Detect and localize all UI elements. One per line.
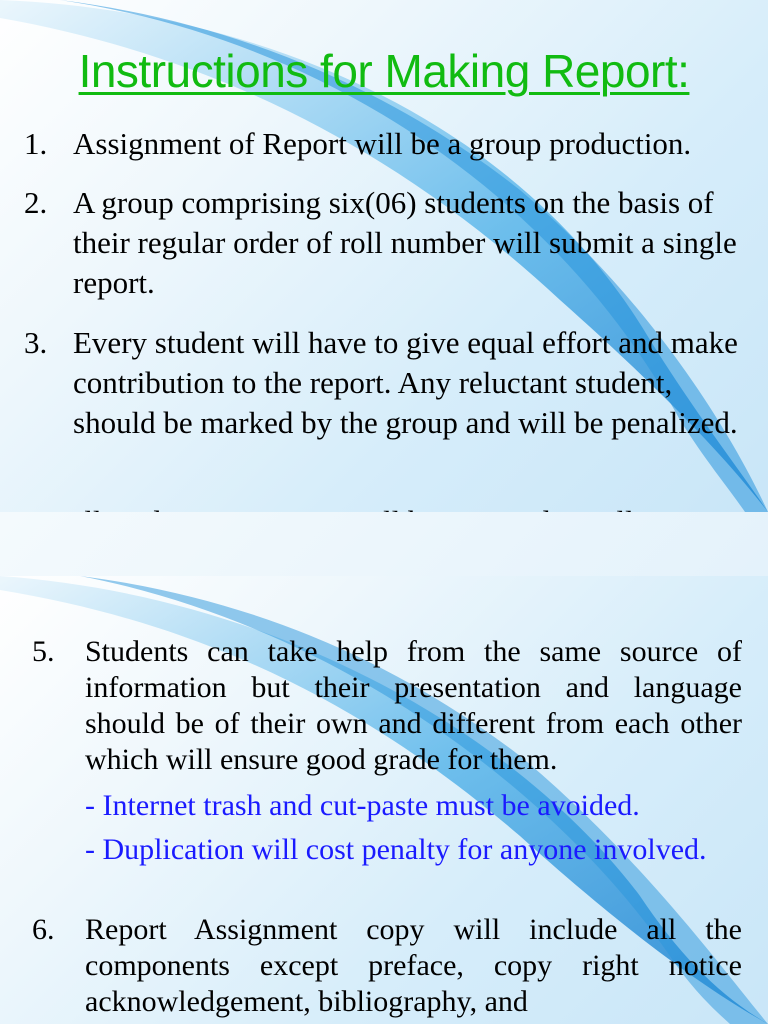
item-number: 6.	[32, 913, 55, 946]
list-item-3	[24, 323, 744, 443]
page-title: Instructions for Making Report:	[78, 45, 690, 97]
item-number: 5.	[32, 635, 55, 668]
item-number: 3.	[24, 325, 48, 360]
list-item-5	[32, 634, 742, 778]
sub-note-1: - Internet trash and cut-paste must be avoided.	[85, 789, 640, 822]
item-text: A group comprising six(06) students on the basis of their regular order of roll number will submit a single report.	[73, 185, 737, 300]
list-item-6	[32, 912, 742, 1020]
item-number: 2.	[24, 185, 48, 220]
item-text: Every student will have to give equal effort and make contribution to the report. Any reluctant student, should be marked by the group and will be penalized.	[73, 325, 738, 440]
item-text: Assignment of Report will be a group production.	[73, 126, 692, 161]
slide-2	[0, 576, 768, 1024]
list-item-1	[24, 124, 754, 164]
item-text: Students can take help from the same source of information but their presentation and language should be of their own and different from each other which will ensure good grade for them.	[85, 635, 742, 776]
slide-gap	[0, 512, 768, 576]
item-text: Report Assignment copy will include all the components except preface, copy right notice acknowledgement, bibliography, and	[85, 913, 742, 1018]
list-item-2	[24, 183, 754, 303]
item-number: 1.	[24, 126, 48, 161]
sub-note-2: - Duplication will cost penalty for anyone involved.	[85, 833, 707, 866]
